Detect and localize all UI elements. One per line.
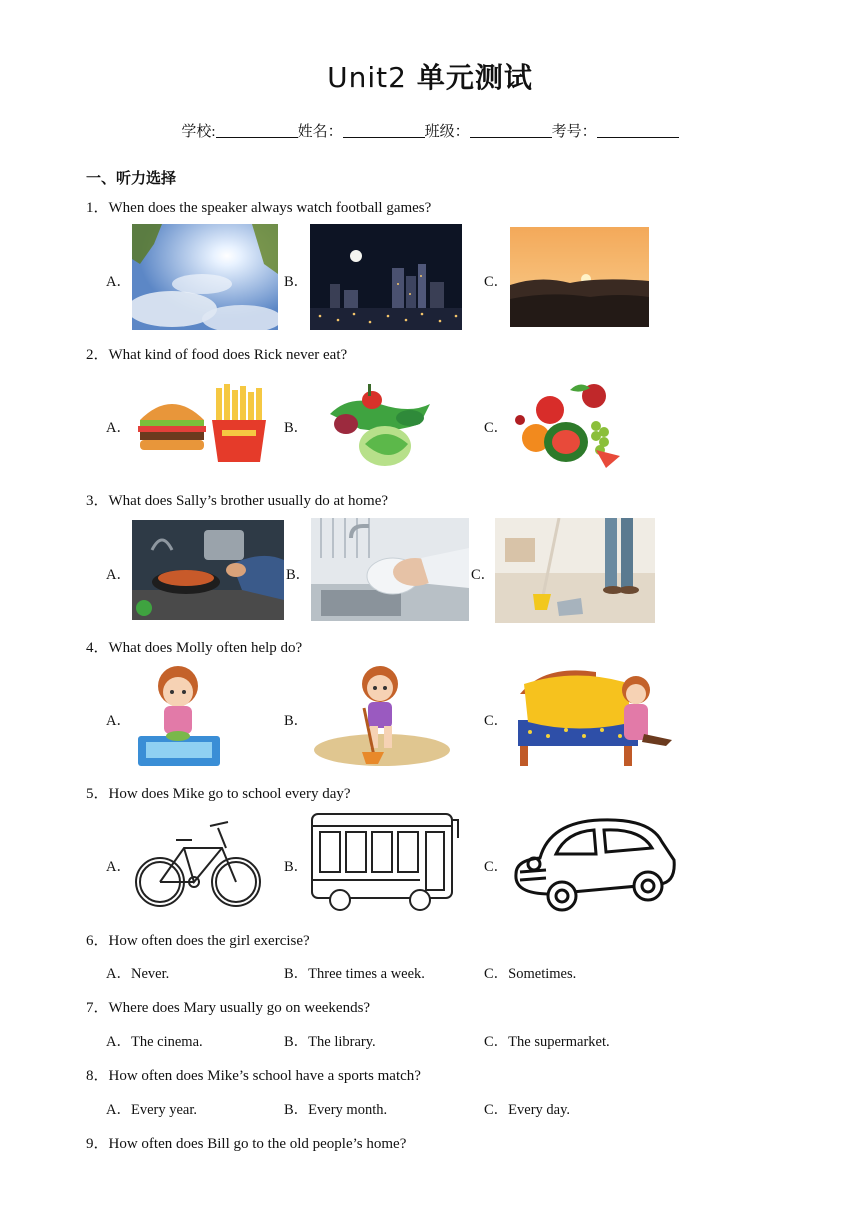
option-text: The supermarket. xyxy=(508,1034,610,1050)
option-b[interactable] xyxy=(284,1030,376,1051)
question-9: 9．How often does Bill go to the old people’s home? xyxy=(86,1136,407,1152)
question-8: 8．How often does Mike’s school have a sports match? xyxy=(86,1068,421,1084)
question-2: 2．What kind of food does Rick never eat? xyxy=(86,347,348,363)
sunset-image[interactable] xyxy=(510,227,649,327)
option-label-b: B． xyxy=(284,1102,309,1118)
school-blank[interactable] xyxy=(216,123,298,138)
bicycle-image[interactable] xyxy=(132,810,264,914)
option-text: Every day. xyxy=(508,1102,571,1118)
cooking-image[interactable] xyxy=(132,520,284,620)
option-text: Never. xyxy=(130,966,170,982)
option-label-a: A． xyxy=(106,1102,131,1118)
option-text: Three times a week. xyxy=(308,966,425,982)
option-text: The cinema. xyxy=(130,1034,203,1050)
option-label-a: A． xyxy=(106,567,131,583)
option-text: Every year. xyxy=(130,1102,198,1118)
option-c[interactable] xyxy=(484,1030,610,1051)
option-a[interactable] xyxy=(106,1030,203,1051)
class-label: 班级： xyxy=(424,124,470,140)
option-b[interactable] xyxy=(284,1098,387,1119)
option-text: The library. xyxy=(308,1034,376,1050)
option-a[interactable] xyxy=(106,1098,197,1119)
question-3: 3．What does Sally’s brother usually do at home? xyxy=(86,493,389,509)
option-label-b: B． xyxy=(286,567,311,583)
option-label-b: B． xyxy=(284,420,309,436)
washing-dishes-image[interactable] xyxy=(311,518,469,621)
option-label-c: C． xyxy=(484,420,509,436)
option-label-c: C． xyxy=(484,1034,509,1050)
option-b[interactable] xyxy=(284,962,425,983)
question-1: 1．When does the speaker always watch football games? xyxy=(86,200,432,216)
student-info-line xyxy=(0,120,860,141)
option-label-c: C． xyxy=(484,859,509,875)
sweeping-floor-image[interactable] xyxy=(495,518,655,623)
option-label-b: B． xyxy=(284,966,309,982)
name-blank[interactable] xyxy=(343,123,425,138)
option-label-a: A． xyxy=(106,713,131,729)
question-4: 4．What does Molly often help do? xyxy=(86,640,303,656)
girl-washing-dishes-image[interactable] xyxy=(134,662,222,770)
option-label-a: A． xyxy=(106,274,131,290)
option-label-c: C． xyxy=(484,713,509,729)
section-title: 一、听力选择 xyxy=(86,169,177,187)
option-label-b: B． xyxy=(284,274,309,290)
option-label-a: A． xyxy=(106,1034,131,1050)
car-image[interactable] xyxy=(510,812,678,916)
option-c[interactable] xyxy=(484,1098,570,1119)
question-7: 7．Where does Mary usually go on weekends? xyxy=(86,1000,371,1016)
page-title xyxy=(0,56,860,96)
class-blank[interactable] xyxy=(470,123,552,138)
girl-making-bed-image[interactable] xyxy=(514,664,678,768)
option-label-b: B． xyxy=(284,713,309,729)
option-label-a: A． xyxy=(106,859,131,875)
option-label-a: A． xyxy=(106,966,131,982)
vegetables-image[interactable] xyxy=(310,374,438,472)
option-label-a: A． xyxy=(106,420,131,436)
option-label-c: C． xyxy=(484,1102,509,1118)
number-label: 考号： xyxy=(551,124,597,140)
option-label-c: C． xyxy=(471,567,496,583)
question-6: 6．How often does the girl exercise? xyxy=(86,933,310,949)
option-c[interactable] xyxy=(484,962,576,983)
sky-daytime-image[interactable] xyxy=(132,224,278,330)
night-city-image[interactable] xyxy=(310,224,462,330)
question-5: 5．How does Mike go to school every day? xyxy=(86,786,351,802)
bus-image[interactable] xyxy=(308,810,460,914)
option-label-b: B． xyxy=(284,859,309,875)
option-label-c: C． xyxy=(484,274,509,290)
option-label-b: B． xyxy=(284,1034,309,1050)
option-label-c: C． xyxy=(484,966,509,982)
burger-fries-image[interactable] xyxy=(132,380,272,466)
school-label: 学校: xyxy=(181,124,216,140)
option-text: Sometimes. xyxy=(508,966,577,982)
title-suffix: 单元测试 xyxy=(416,61,533,94)
option-a[interactable] xyxy=(106,962,169,983)
girl-sweeping-image[interactable] xyxy=(312,660,454,768)
number-blank[interactable] xyxy=(597,123,679,138)
title-prefix: Unit2 xyxy=(327,61,407,94)
name-label: 姓名： xyxy=(297,124,343,140)
fruits-image[interactable] xyxy=(510,376,624,470)
option-text: Every month. xyxy=(308,1102,388,1118)
